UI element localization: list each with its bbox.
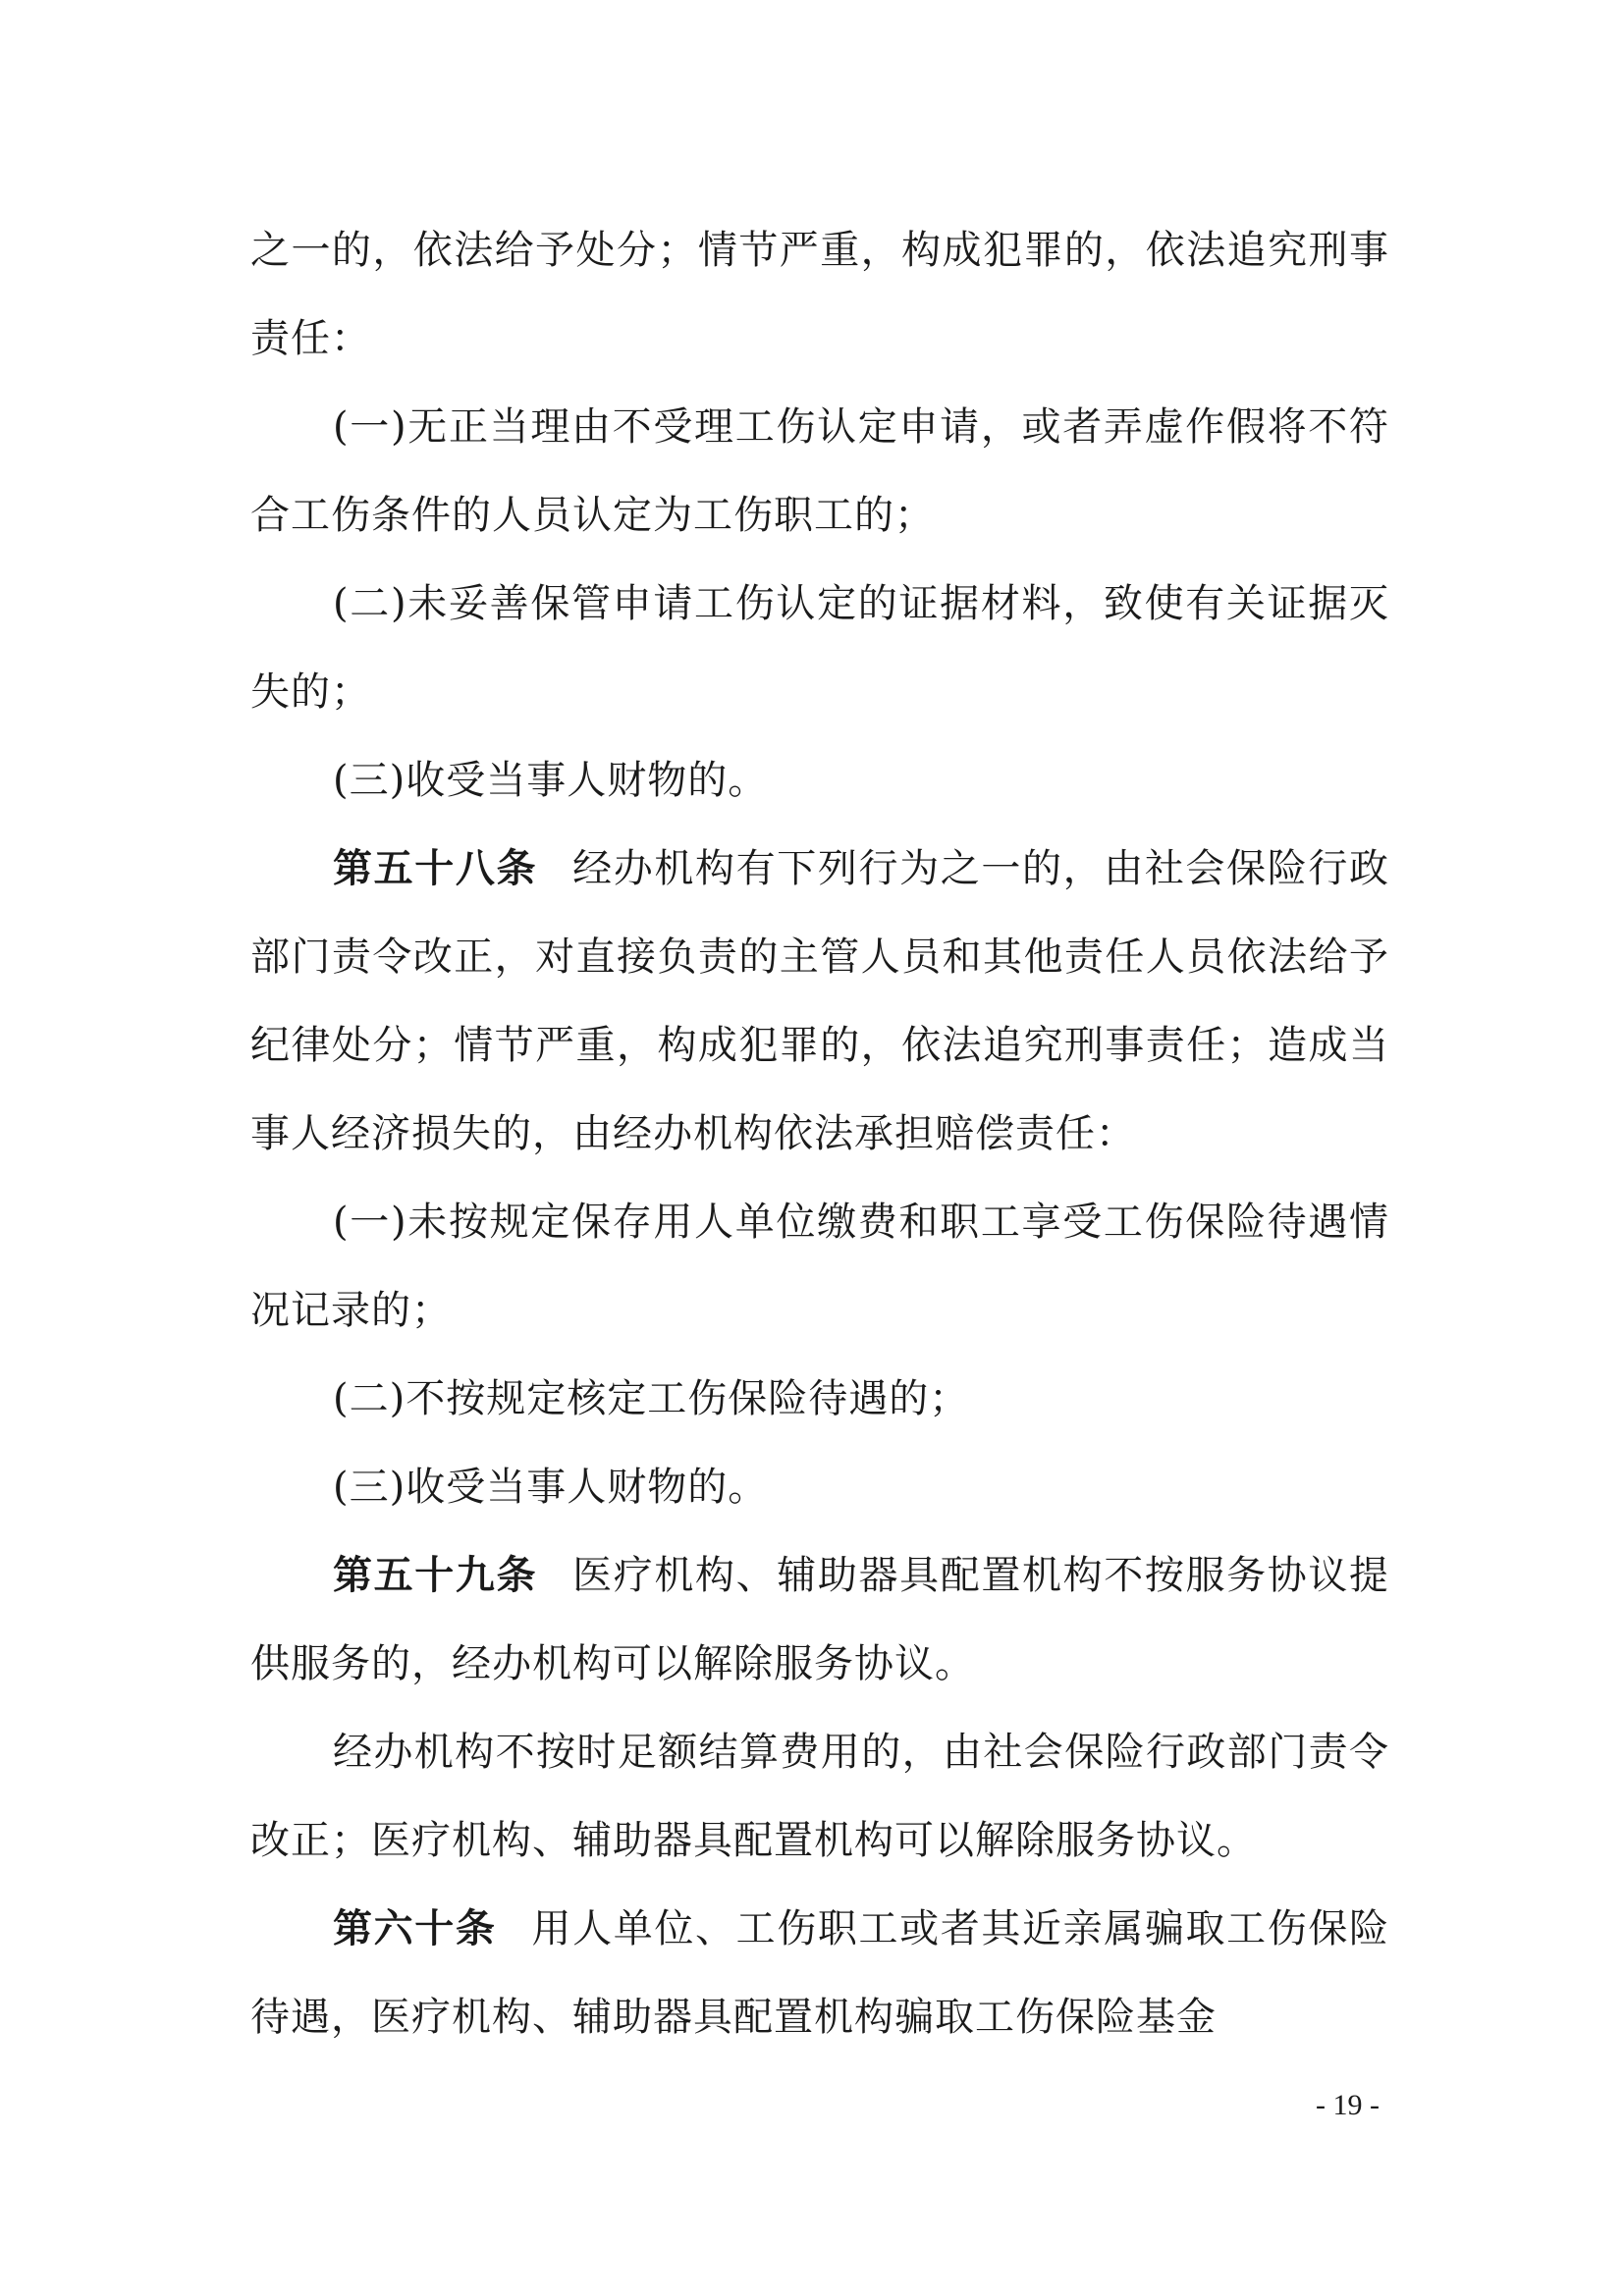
paragraph-text: (三)收受当事人财物的。	[333, 1465, 769, 1510]
paragraph-text: (三)收受当事人财物的。	[333, 758, 769, 803]
paragraph-text: 经办机构不按时足额结算费用的，由社会保险行政部门责令改正；医疗机构、辅助器具配置机构可以解除服务协议。	[250, 1730, 1389, 1863]
paragraph-text: 医疗机构、辅助器具配置机构不按服务协议提供服务的，经办机构可以解除服务协议。	[250, 1553, 1389, 1686]
paragraph-text: (一)无正当理由不受理工伤认定申请，或者弄虚作假将不符合工伤条件的人员认定为工伤职工的；	[250, 404, 1389, 538]
paragraph-text: (二)不按规定核定工伤保险待遇的；	[333, 1376, 970, 1421]
paragraph	[250, 1708, 1389, 1885]
paragraph	[250, 206, 1389, 383]
article-heading: 第五十八条	[333, 846, 538, 891]
paragraph	[250, 1178, 1389, 1355]
paragraph	[250, 383, 1389, 560]
article-heading: 第六十条	[333, 1906, 497, 1951]
document-body	[250, 206, 1389, 2061]
paragraph-text: 用人单位、工伤职工或者其近亲属骗取工伤保险待遇，医疗机构、辅助器具配置机构骗取工伤保险基金	[250, 1906, 1389, 2040]
paragraph-text: (二)未妥善保管申请工伤认定的证据材料，致使有关证据灭失的；	[250, 581, 1389, 715]
paragraph	[250, 560, 1389, 736]
paragraph-text: 经办机构有下列行为之一的，由社会保险行政部门责令改正，对直接负责的主管人员和其他责任人员依法给予纪律处分；情节严重，构成犯罪的，依法追究刑事责任；造成当事人经济损失的，由经办机构依法承担赔偿责任：	[250, 846, 1389, 1156]
paragraph	[250, 1443, 1389, 1531]
paragraph-text: 之一的，依法给予处分；情节严重，构成犯罪的，依法追究刑事责任：	[250, 228, 1389, 361]
article-heading: 第五十九条	[333, 1553, 538, 1598]
article-58	[250, 825, 1389, 1178]
paragraph-text: (一)未按规定保存用人单位缴费和职工享受工伤保险待遇情况记录的；	[250, 1200, 1389, 1333]
paragraph	[250, 736, 1389, 825]
paragraph	[250, 1355, 1389, 1443]
article-60	[250, 1885, 1389, 2061]
article-59	[250, 1531, 1389, 1708]
page-number: - 19 -	[1316, 2089, 1380, 2121]
